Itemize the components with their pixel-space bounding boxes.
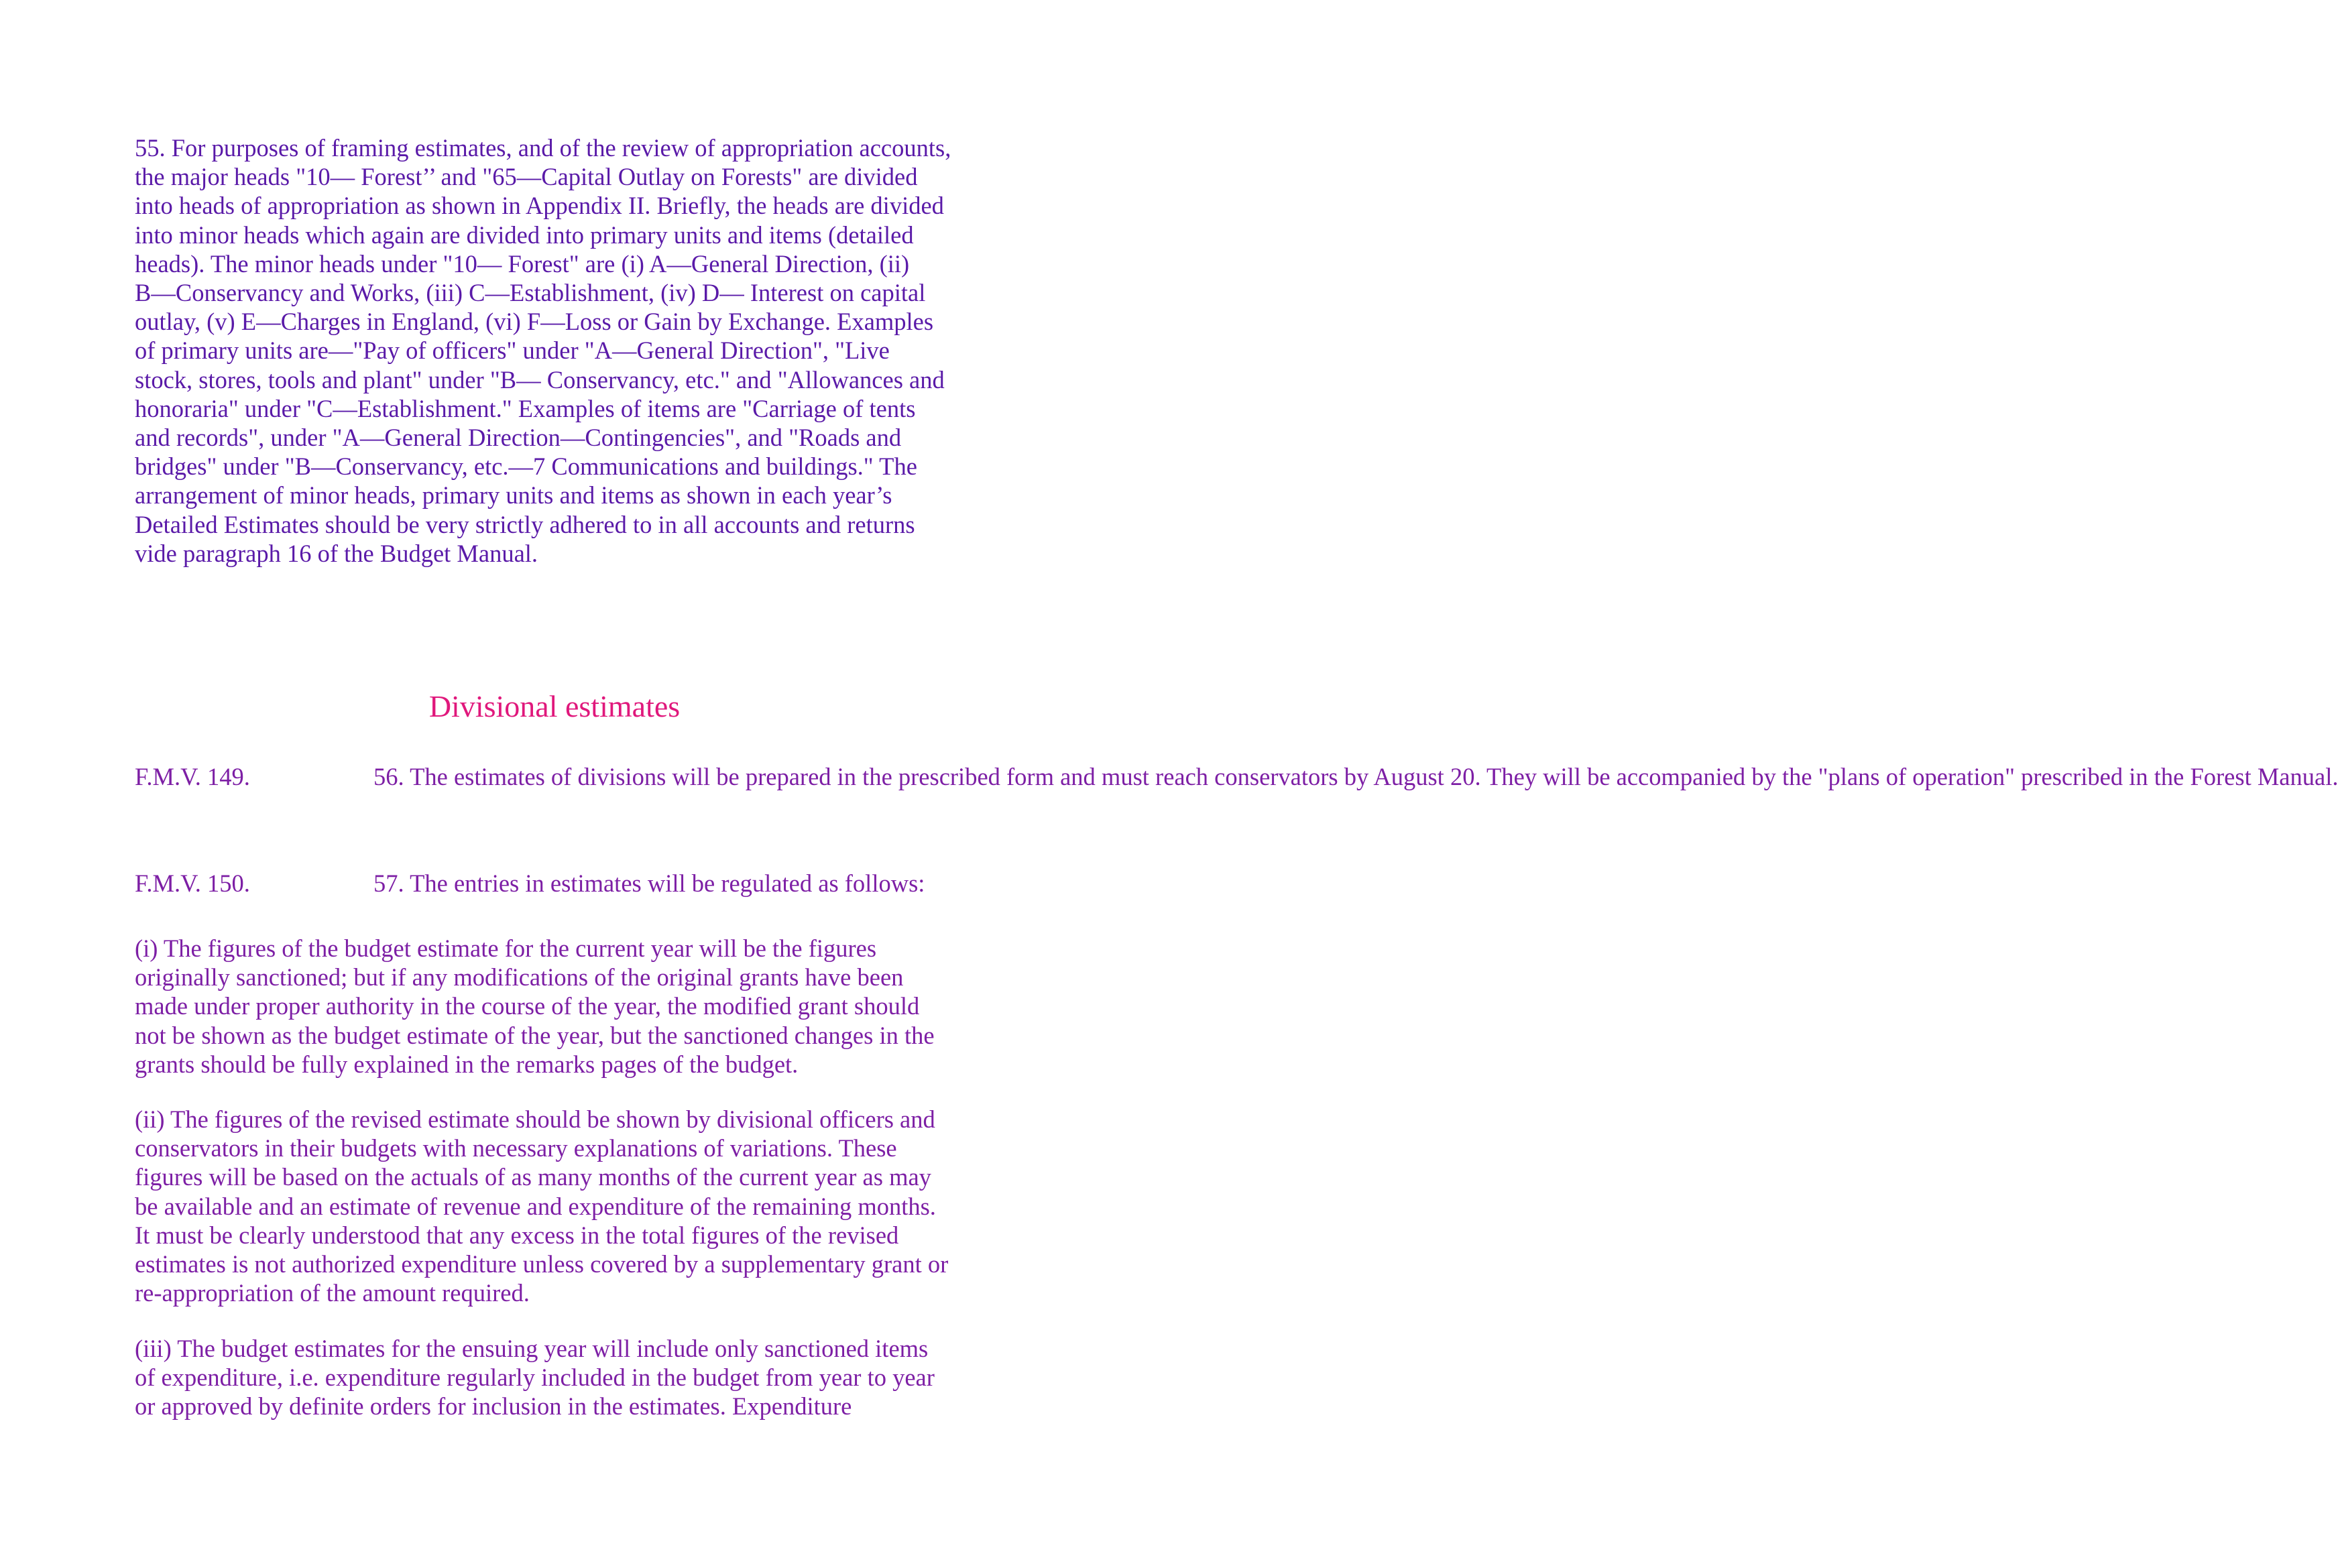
text-line: arrangement of minor heads, primary units and items as shown in each year’s [135, 481, 892, 509]
text-line: originally sanctioned; but if any modifications of the original grants have been [135, 963, 904, 991]
text-line: grants should be fully explained in the remarks pages of the budget. [135, 1050, 799, 1078]
text-line: of primary units are—"Pay of officers" under "A—General Direction", "Live [135, 337, 890, 365]
text-line: 56. The estimates of divisions will be prepared in the prescribed form [373, 763, 1054, 790]
text-line: (iii) The budget estimates for the ensuing year will include only sanctioned items [135, 1335, 929, 1362]
text-line: into heads of appropriation as shown in Appendix II. Briefly, the heads are divided [135, 192, 944, 220]
text-line: made under proper authority in the course of the year, the modified grant should [135, 992, 920, 1020]
text-line: vide paragraph 16 of the Budget Manual. [135, 539, 538, 567]
text-line: honoraria" under "C—Establishment." Examples of items are "Carriage of tents [135, 394, 916, 422]
clause-ii [135, 1105, 948, 1307]
text-line: conservators in their budgets with necessary explanations of variations. These [135, 1134, 897, 1162]
text-line: of expenditure, i.e. expenditure regularly included in the budget from year to year [135, 1364, 935, 1392]
clause-iii [135, 1334, 935, 1421]
margin-reference-149: F.M.V. 149. [135, 763, 250, 790]
section-heading: Divisional estimates [428, 689, 681, 723]
text-line: 57. The entries in estimates will be regulated as follows: [373, 869, 925, 897]
text-line: into minor heads which again are divided into primary units and items (detailed [135, 221, 914, 249]
text-line: B—Conservancy and Works, (iii) C—Establishment, (iv) D— Interest on capital [135, 279, 926, 307]
text-line: It must be clearly understood that any excess in the total figures of the revised [135, 1221, 899, 1249]
text-line: re-appropriation of the amount required. [135, 1279, 530, 1307]
paragraph-55 [135, 133, 951, 568]
text-line: estimates is not authorized expenditure unless covered by a supplementary grant or [135, 1250, 949, 1278]
text-line: the major heads "10— Forest’’ and "65—Capital Outlay on Forests" are divided [135, 163, 918, 191]
text-line: figures will be based on the actuals of as many months of the current year as may [135, 1163, 931, 1191]
paragraph-56 [373, 762, 2338, 791]
clause-i [135, 934, 935, 1079]
text-line: and must reach conservators by August 20. They will be accompanied [1060, 763, 1746, 790]
text-line: 55. For purposes of framing estimates, and of the review of appropriation accounts, [135, 134, 951, 162]
text-line: (ii) The figures of the revised estimate should be shown by divisional officers and [135, 1105, 935, 1133]
text-line: (i) The figures of the budget estimate for the current year will be the figures [135, 934, 877, 962]
text-line: be available and an estimate of revenue and expenditure of the remaining months. [135, 1192, 936, 1220]
text-line: stock, stores, tools and plant" under "B— Conservancy, etc." and "Allowances and [135, 365, 945, 394]
text-line: by the "plans of operation" prescribed in the Forest Manual. [1751, 763, 2338, 790]
text-line: bridges" under "B—Conservancy, etc.—7 Communications and buildings." The [135, 453, 917, 481]
text-line: or approved by definite orders for inclusion in the estimates. Expenditure [135, 1392, 852, 1421]
text-line: and records", under "A—General Direction—Contingencies", and "Roads and [135, 424, 902, 452]
margin-reference-150: F.M.V. 150. [135, 869, 250, 897]
text-line: not be shown as the budget estimate of the year, but the sanctioned changes in the [135, 1021, 935, 1049]
text-line: Detailed Estimates should be very strictly adhered to in all accounts and returns [135, 510, 915, 538]
paragraph-57 [373, 869, 925, 898]
text-line: outlay, (v) E—Charges in England, (vi) F—Loss or Gain by Exchange. Examples [135, 308, 934, 336]
text-line: heads). The minor heads under "10— Forest" are (i) A—General Direction, (ii) [135, 249, 910, 278]
